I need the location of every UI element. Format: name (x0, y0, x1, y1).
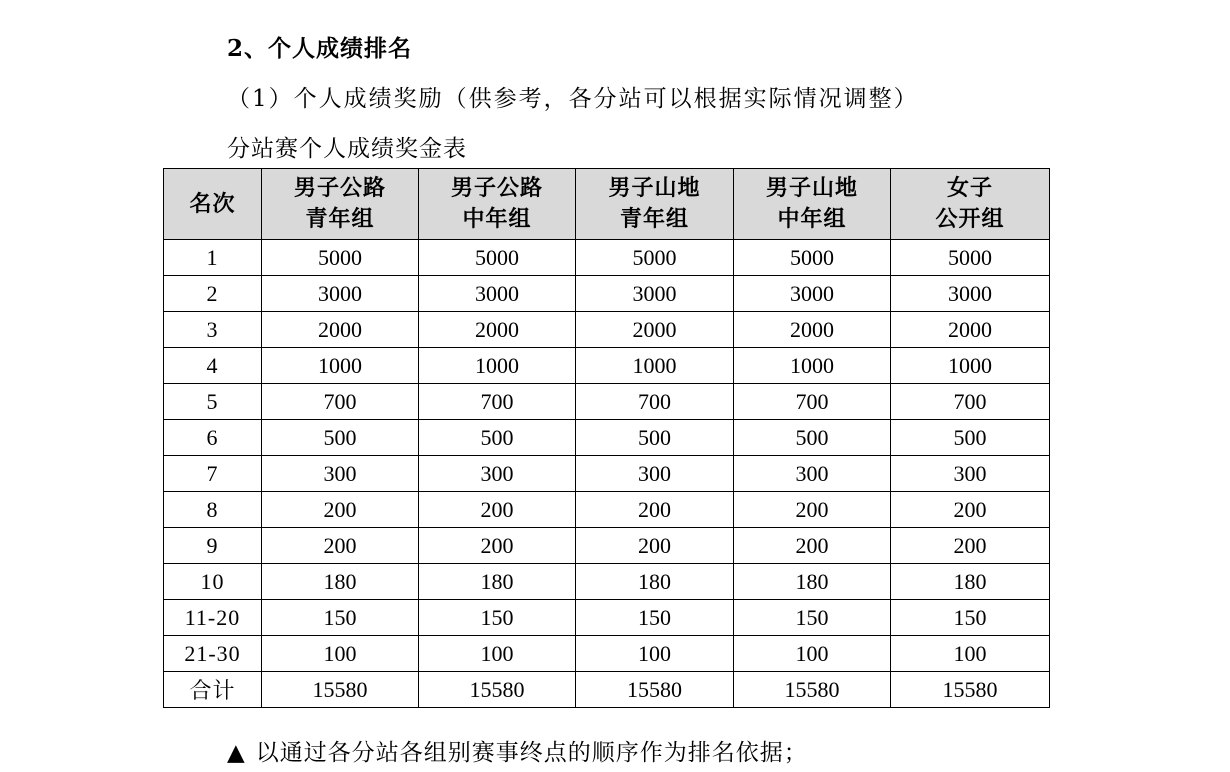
prize-cell: 5000 (576, 240, 734, 276)
rank-cell: 5 (164, 384, 262, 420)
header-men-road-middle (419, 169, 576, 240)
prize-cell: 180 (262, 564, 419, 600)
prize-cell: 1000 (262, 348, 419, 384)
prize-cell: 1000 (891, 348, 1050, 384)
prize-cell: 700 (734, 384, 891, 420)
header-rank: 名次 (164, 169, 262, 240)
rank-cell: 2 (164, 276, 262, 312)
rank-cell: 8 (164, 492, 262, 528)
prize-cell: 100 (734, 636, 891, 672)
triangle-bullet-icon: ▲ (227, 740, 246, 766)
prize-cell: 180 (576, 564, 734, 600)
prize-cell: 1000 (419, 348, 576, 384)
prize-cell: 700 (891, 384, 1050, 420)
table-row (164, 636, 1050, 672)
prize-cell: 200 (262, 528, 419, 564)
prize-cell: 3000 (262, 276, 419, 312)
prize-cell: 700 (419, 384, 576, 420)
rank-cell: 21-30 (164, 636, 262, 672)
prize-cell: 150 (734, 600, 891, 636)
prize-cell: 3000 (419, 276, 576, 312)
prize-cell: 100 (262, 636, 419, 672)
prize-cell: 700 (262, 384, 419, 420)
prize-cell: 150 (419, 600, 576, 636)
prize-cell: 3000 (576, 276, 734, 312)
prize-cell: 300 (419, 456, 576, 492)
prize-cell: 5000 (419, 240, 576, 276)
total-cell: 15580 (262, 672, 419, 708)
prize-cell: 100 (891, 636, 1050, 672)
prize-cell: 2000 (262, 312, 419, 348)
table-row (164, 348, 1050, 384)
rank-cell: 9 (164, 528, 262, 564)
rank-cell: 1 (164, 240, 262, 276)
prize-cell: 5000 (891, 240, 1050, 276)
prize-cell: 200 (734, 492, 891, 528)
prize-cell: 500 (576, 420, 734, 456)
rank-cell: 6 (164, 420, 262, 456)
table-row (164, 276, 1050, 312)
header-line: 中年组 (462, 206, 532, 232)
prize-cell: 500 (734, 420, 891, 456)
table-row (164, 456, 1050, 492)
prize-cell: 100 (419, 636, 576, 672)
prize-cell: 1000 (734, 348, 891, 384)
rank-cell: 10 (164, 564, 262, 600)
total-cell: 15580 (419, 672, 576, 708)
prize-cell: 2000 (419, 312, 576, 348)
header-line: 男子山地 (608, 175, 701, 201)
prize-cell: 5000 (262, 240, 419, 276)
table-row (164, 600, 1050, 636)
prize-cell: 3000 (734, 276, 891, 312)
table-header (164, 169, 1050, 240)
prize-cell: 180 (419, 564, 576, 600)
rank-cell: 7 (164, 456, 262, 492)
header-line: 男子公路 (450, 175, 543, 201)
prize-cell: 200 (419, 492, 576, 528)
rank-cell: 3 (164, 312, 262, 348)
rank-cell: 4 (164, 348, 262, 384)
ranking-note-text: 以通过各分站各组别赛事终点的顺序作为排名依据； (255, 740, 808, 766)
total-cell: 15580 (576, 672, 734, 708)
table-caption: 分站赛个人成绩奖金表 (227, 136, 467, 162)
prize-cell: 500 (419, 420, 576, 456)
header-row (164, 169, 1050, 240)
table-row (164, 420, 1050, 456)
prize-table (163, 168, 1050, 708)
prize-cell: 3000 (891, 276, 1050, 312)
prize-cell: 1000 (576, 348, 734, 384)
prize-cell: 200 (734, 528, 891, 564)
prize-cell: 200 (576, 492, 734, 528)
header-men-road-youth (262, 169, 419, 240)
total-cell: 15580 (734, 672, 891, 708)
table-row (164, 312, 1050, 348)
header-line: 公开组 (935, 206, 1005, 232)
prize-cell: 500 (891, 420, 1050, 456)
prize-cell: 180 (891, 564, 1050, 600)
prize-cell: 300 (576, 456, 734, 492)
prize-cell: 500 (262, 420, 419, 456)
header-women-open (891, 169, 1050, 240)
table-row (164, 384, 1050, 420)
total-label-cell: 合计 (164, 672, 262, 708)
header-line: 青年组 (619, 206, 689, 232)
table-row (164, 528, 1050, 564)
prize-cell: 200 (262, 492, 419, 528)
total-cell: 15580 (891, 672, 1050, 708)
header-line: 青年组 (305, 206, 375, 232)
prize-cell: 200 (891, 492, 1050, 528)
prize-cell: 300 (262, 456, 419, 492)
table-row (164, 240, 1050, 276)
prize-cell: 150 (891, 600, 1050, 636)
section-heading: 2、个人成绩排名 (227, 35, 413, 62)
header-line: 男子山地 (765, 175, 858, 201)
total-row (164, 672, 1050, 708)
prize-cell: 100 (576, 636, 734, 672)
rank-cell: 11-20 (164, 600, 262, 636)
prize-cell: 150 (262, 600, 419, 636)
subsection-heading: （1）个人成绩奖励（供参考，各分站可以根据实际情况调整） (227, 86, 919, 112)
prize-cell: 300 (734, 456, 891, 492)
table-row (164, 564, 1050, 600)
prize-cell: 200 (419, 528, 576, 564)
ranking-note (227, 734, 808, 767)
prize-cell: 200 (576, 528, 734, 564)
header-line: 中年组 (777, 206, 847, 232)
prize-cell: 300 (891, 456, 1050, 492)
header-men-mtb-middle (734, 169, 891, 240)
prize-cell: 2000 (734, 312, 891, 348)
table-body (164, 240, 1050, 708)
header-line: 男子公路 (293, 175, 386, 201)
prize-cell: 2000 (576, 312, 734, 348)
prize-cell: 150 (576, 600, 734, 636)
prize-cell: 200 (891, 528, 1050, 564)
prize-cell: 700 (576, 384, 734, 420)
table-row (164, 492, 1050, 528)
header-line: 女子 (946, 175, 993, 201)
prize-cell: 180 (734, 564, 891, 600)
prize-cell: 2000 (891, 312, 1050, 348)
header-men-mtb-youth (576, 169, 734, 240)
prize-cell: 5000 (734, 240, 891, 276)
